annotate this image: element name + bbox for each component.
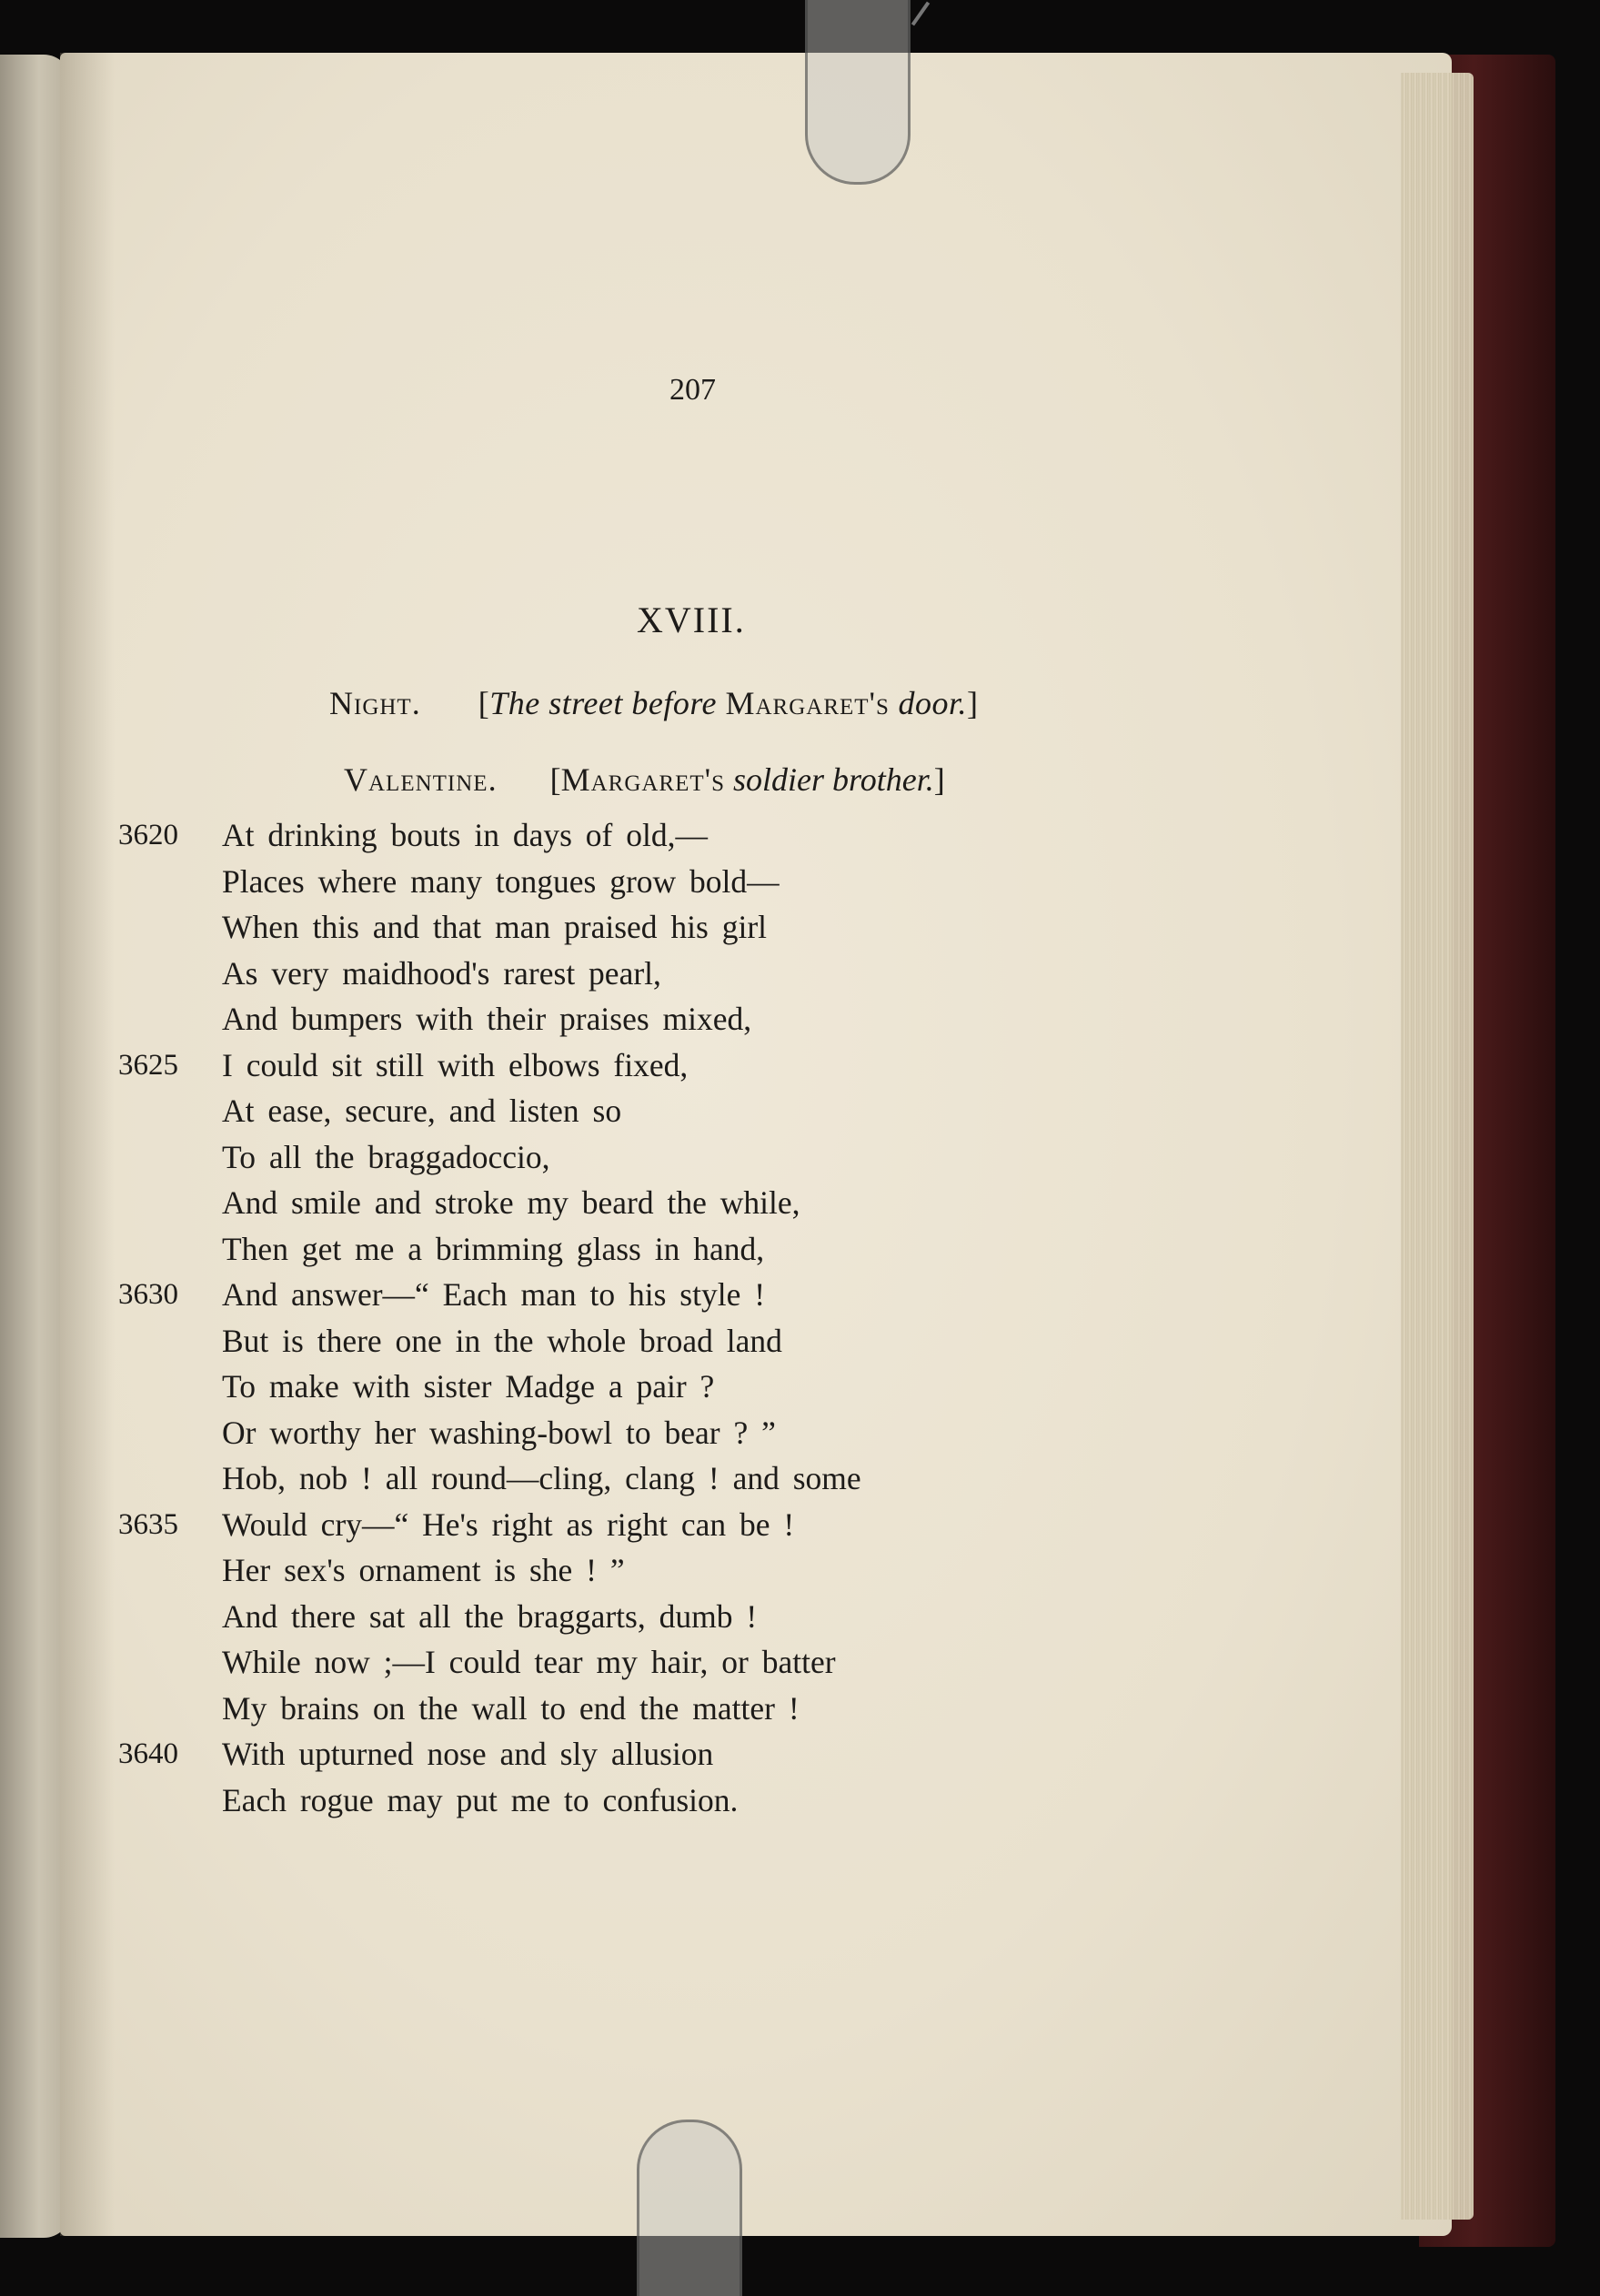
line-text: And bumpers with their praises mixed, <box>222 1001 752 1037</box>
stage-direction-name: Margaret's <box>725 685 890 721</box>
line-text: Hob, nob ! all round—cling, clang ! and some <box>222 1460 861 1496</box>
speaker-heading <box>344 760 945 799</box>
verse-line <box>118 859 1028 905</box>
line-text: Each rogue may put me to confusion. <box>222 1781 739 1818</box>
stage-direction-close: ] <box>966 685 979 721</box>
line-text: While now ;—I could tear my hair, or batter <box>222 1644 836 1680</box>
verse-line <box>118 1455 1028 1502</box>
stage-direction-end: door. <box>898 685 967 721</box>
verse-line <box>118 1180 1028 1226</box>
verse-line <box>118 1226 1028 1273</box>
top-page-clip <box>805 0 911 185</box>
speaker-label: Valentine. <box>344 761 498 798</box>
line-number: 3635 <box>118 1507 178 1541</box>
verse-line <box>118 1088 1028 1134</box>
verse-line <box>118 951 1028 997</box>
clip-wire <box>911 2 930 26</box>
verse-line <box>118 1042 1028 1089</box>
gutter-shadow <box>60 53 115 2236</box>
verse-line <box>118 1502 1028 1548</box>
line-text: Or worthy her washing-bowl to bear ? ” <box>222 1414 776 1451</box>
section-title: XVIII. <box>637 599 746 640</box>
line-text: As very maidhood's rarest pearl, <box>222 954 661 992</box>
line-text: Her sex's ornament is she ! ” <box>222 1552 625 1588</box>
line-number: 3620 <box>118 819 178 851</box>
verse-line <box>118 1639 1028 1686</box>
line-text: To all the braggadoccio, <box>222 1138 550 1175</box>
speaker-direction-open: [ <box>549 761 561 798</box>
line-number: 3625 <box>118 1048 178 1082</box>
line-text: Would cry—“ He's right as right can be ! <box>222 1505 795 1543</box>
line-text: At ease, secure, and listen so <box>222 1093 622 1129</box>
verse-line <box>118 904 1028 951</box>
verse-line <box>118 1777 1028 1824</box>
verse-line <box>118 1686 1028 1732</box>
line-number: 3630 <box>118 1278 178 1311</box>
scene-heading <box>329 684 978 722</box>
line-text: But is there one in the whole broad land <box>222 1322 782 1359</box>
line-text: I could sit still with elbows fixed, <box>222 1046 689 1083</box>
line-text: Places where many tongues grow bold— <box>222 862 780 900</box>
line-text: And answer—“ Each man to his style ! <box>222 1276 766 1313</box>
verse-block <box>118 812 1028 1823</box>
verse-line <box>118 812 1028 859</box>
stage-direction-text: The street before <box>489 685 717 721</box>
verse-line <box>118 1364 1028 1410</box>
scene-label: Night. <box>329 685 421 721</box>
line-text: To make with sister Madge a pair ? <box>222 1368 715 1405</box>
stage-direction-open: [ <box>478 685 490 721</box>
line-text: When this and that man praised his girl <box>222 909 768 945</box>
line-number: 3640 <box>118 1737 178 1770</box>
verse-line <box>118 1547 1028 1594</box>
verse-line <box>118 996 1028 1042</box>
line-text: And smile and stroke my beard the while, <box>222 1184 800 1221</box>
line-text: With upturned nose and sly allusion <box>222 1736 714 1772</box>
verse-line <box>118 1134 1028 1181</box>
bottom-page-clip <box>637 2120 742 2296</box>
speaker-direction-name: Margaret's <box>560 761 726 798</box>
line-text: And there sat all the braggarts, dumb ! <box>222 1597 758 1635</box>
page-number: 207 <box>669 373 716 407</box>
verse-line <box>118 1594 1028 1640</box>
page-fore-edge <box>1401 73 1474 2220</box>
line-text: Then get me a brimming glass in hand, <box>222 1230 765 1267</box>
line-text: At drinking bouts in days of old,— <box>222 817 708 853</box>
speaker-direction-close: ] <box>933 761 945 798</box>
line-text: My brains on the wall to end the matter ! <box>222 1689 800 1727</box>
verse-line <box>118 1410 1028 1456</box>
verse-line <box>118 1272 1028 1318</box>
verse-line <box>118 1318 1028 1365</box>
verse-line <box>118 1731 1028 1777</box>
speaker-direction-text: soldier brother. <box>733 761 934 798</box>
